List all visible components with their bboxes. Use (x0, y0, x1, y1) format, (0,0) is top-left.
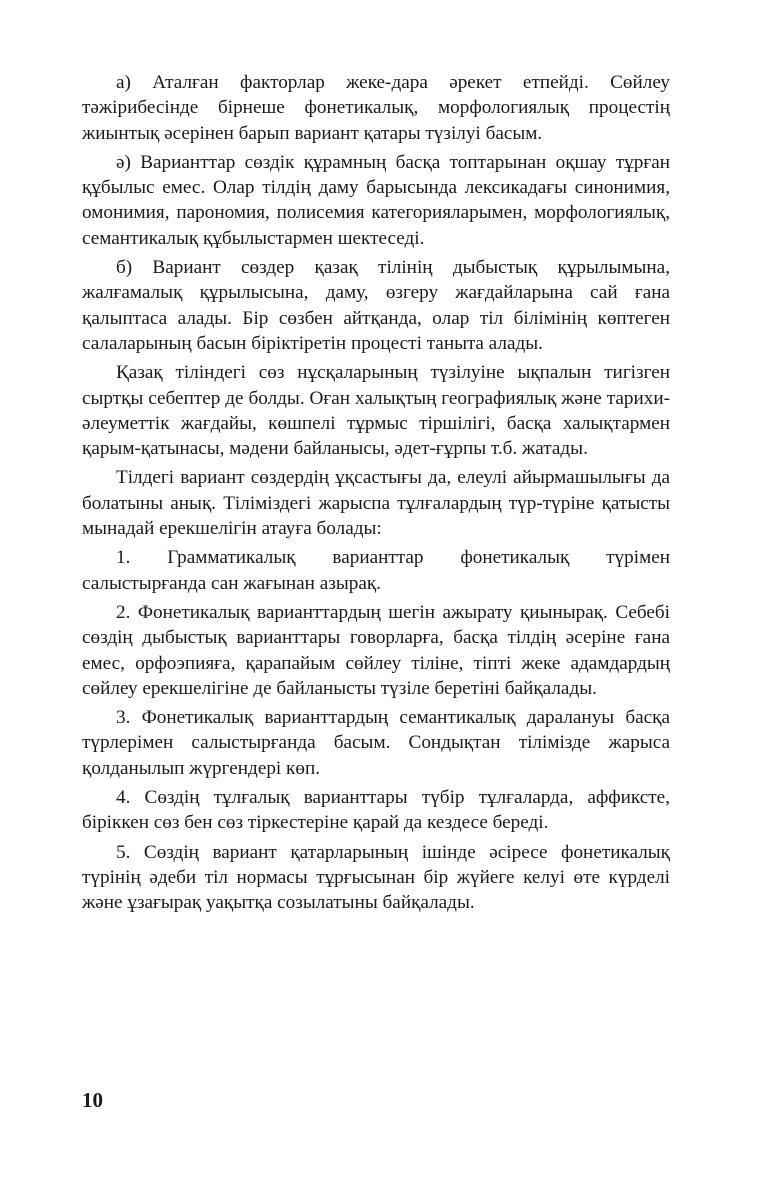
paragraph-b: б) Вариант сөздер қазақ тілінің дыбыстық құрылымына, жалғамалық құрылысына, даму, өзгеру жағдайларына сай ғана қалыптаса алады. Бір сөзбен айтқанда, олар тіл білімінің көптеген салаларының басын біріктіретін процесті танытa алады. (82, 257, 670, 354)
page-number: 10 (82, 1088, 103, 1112)
list-item-2: 2. Фонетикалық варианттардың шегін ажырату қиынырақ. Себебі сөздің дыбыстық варианттары говорларға, басқа тілдің әсеріне ғана емес, орфоэпияға, қарапайым сөйлеу тіліне, тіпті жеке адамдардың сөйлеу ерекшелігіне де байланысты түзіле беретіні байқалады. (82, 601, 670, 699)
page-body (82, 70, 670, 920)
paragraph-a: а) Аталған факторлар жеке-дара әрекет етпейді. Сөйлеу тәжірибесінде бірнеше фонетикалық, морфологиялық процестің жиынтық әсерінен барып вариант қатары түзілуі басым. (82, 72, 670, 144)
paragraph-variant-features: Тілдегі вариант сөздердің ұқсастығы да, елеулі айырмашылығы да болатыны анық. Тіліміздегі жарыспа тұлғалардың түр-түріне қатысты мынадай ерекшелігін атауға болады: (82, 467, 670, 540)
paragraph-external-causes: Қазақ тіліндегі сөз нұсқаларының түзілуіне ықпалын тигізген сыртқы себептер де болды. Оған халықтың географиялық және тарихи-әлеуметтік жағдайы, көшпелі тұрмыс тіршілігі, басқа халықтармен қарым-қатынасы, мәдени байланысы, әдет-ғұрпы т.б. жатады. (82, 362, 670, 460)
list-item-5: 5. Сөздің вариант қатарларының ішінде әсіресе фонетикалық түрінің әдеби тіл нормасы тұрғысынан бір жүйеге келуі өте күрделі және ұзағырақ уақытқа созылатыны байқалады. (82, 841, 670, 914)
paragraph-ae: ә) Варианттар сөздік құрамның басқа топтарынан оқшау тұрған құбылыс емес. Олар тілдің даму барысында лексикадағы синонимия, омонимия, парономия, полисемия категорияларымен, морфологиялық, семантикалық құбылыстармен шектеседі. (82, 151, 670, 249)
list-item-4: 4. Сөздің тұлғалық варианттары түбір тұлғаларда, аффиксте, біріккен сөз бен сөз тіркестеріне қарай да кездесе береді. (82, 787, 670, 834)
list-item-1: 1. Грамматикалық варианттар фонетикалық түрімен салыстырғанда сан жағынан азырақ. (82, 547, 670, 594)
list-item-3: 3. Фонетикалық варианттардың семантикалық даралануы басқа түрлерімен салыстырғанда басым. Сондықтан тілімізде жарыса қолданылып жүргендері көп. (82, 707, 670, 779)
